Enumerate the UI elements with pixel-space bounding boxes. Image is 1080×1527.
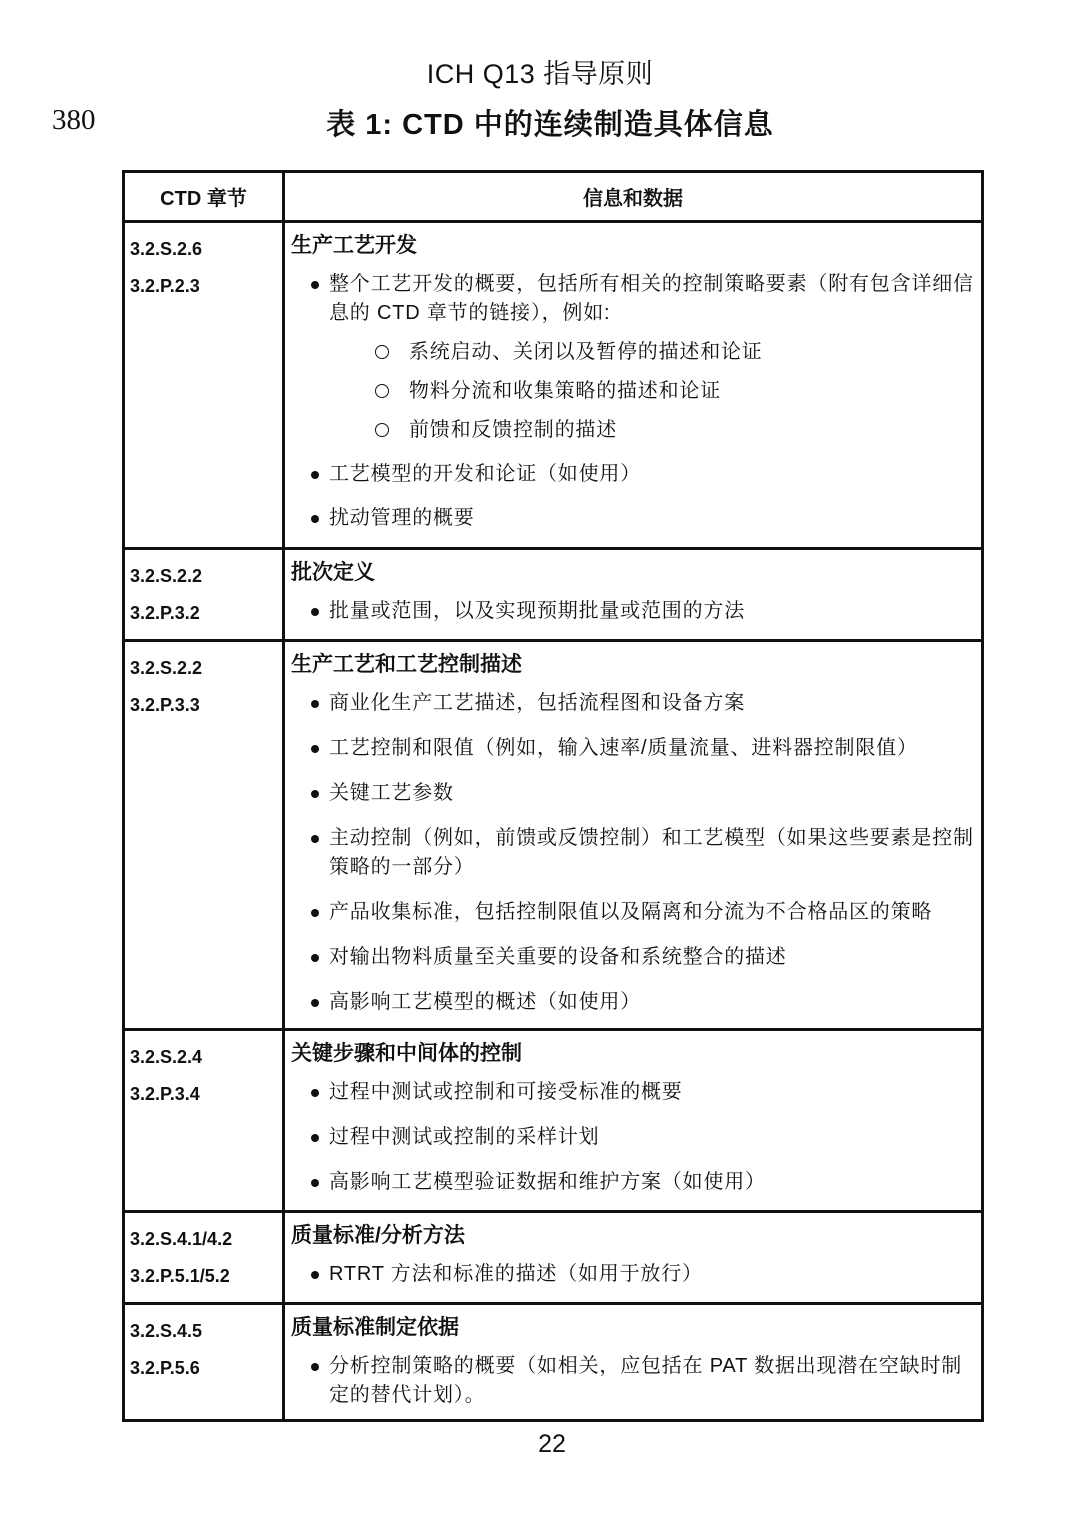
ctd-code: 3.2.S.4.5 [130, 1321, 203, 1341]
info-cell [285, 1305, 981, 1419]
list-item-text: 批量或范围，以及实现预期批量或范围的方法 [329, 600, 745, 622]
list-item [291, 504, 975, 533]
bullet-dot-icon [311, 954, 319, 962]
section-title: 生产工艺和工艺控制描述 [291, 653, 522, 676]
list-item-text: 整个工艺开发的概要，包括所有相关的控制策略要素（附有包含详细信息的 CTD 章节的链接），例如: [329, 273, 974, 324]
list-item-text: 高影响工艺模型的概述（如使用） [329, 991, 641, 1013]
bullet-dot-icon [311, 1089, 319, 1097]
section-title: 批次定义 [291, 561, 375, 584]
list-item [291, 270, 975, 328]
ctd-table [122, 170, 984, 1422]
bullet-dot-icon [311, 1363, 319, 1371]
list-item-text: 过程中测试或控制和可接受标准的概要 [329, 1081, 683, 1103]
list-item-text: RTRT 方法和标准的描述（如用于放行） [329, 1263, 703, 1285]
ctd-section-cell [125, 642, 285, 1028]
ctd-code: 3.2.S.2.2 [130, 658, 203, 678]
list-item [291, 943, 975, 972]
ctd-section-cell [125, 223, 285, 547]
list-item-text: 过程中测试或控制的采样计划 [329, 1126, 600, 1148]
ctd-code: 3.2.P.3.2 [130, 603, 200, 623]
sub-list-item-text: 前馈和反馈控制的描述 [409, 419, 617, 441]
ctd-section-cell [125, 1031, 285, 1210]
table-row [125, 1028, 981, 1210]
info-cell [285, 1031, 981, 1210]
open-circle-icon [375, 423, 389, 437]
list-item [291, 689, 975, 718]
info-cell [285, 642, 981, 1028]
bullet-dot-icon [311, 515, 319, 523]
bullet-dot-icon [311, 909, 319, 917]
ctd-code: 3.2.P.2.3 [130, 276, 200, 296]
list-item [291, 1352, 975, 1410]
column-header-ctd-section: CTD 章节 [125, 173, 285, 220]
list-item [291, 460, 975, 489]
table-row [125, 639, 981, 1028]
bullet-dot-icon [311, 1134, 319, 1142]
ctd-code: 3.2.P.3.4 [130, 1084, 200, 1104]
info-cell [285, 1213, 981, 1302]
bullet-dot-icon [311, 471, 319, 479]
list-item [291, 779, 975, 808]
open-circle-icon [375, 384, 389, 398]
bullet-dot-icon [311, 1179, 319, 1187]
open-circle-icon [375, 345, 389, 359]
sub-list-item [291, 416, 975, 445]
list-item [291, 1123, 975, 1152]
ctd-section-cell [125, 550, 285, 639]
table-row [125, 1210, 981, 1302]
table-row [125, 1302, 981, 1419]
section-title: 生产工艺开发 [291, 234, 417, 257]
list-item-text: 商业化生产工艺描述，包括流程图和设备方案 [329, 692, 745, 714]
document-header: ICH Q13 指导原则 [426, 59, 654, 89]
bullet-dot-icon [311, 999, 319, 1007]
list-item-text: 产品收集标准，包括控制限值以及隔离和分流为不合格品区的策略 [329, 901, 933, 923]
list-item [291, 1260, 975, 1289]
sub-list-item [291, 377, 975, 406]
list-item-text: 工艺控制和限值（例如，输入速率/质量流量、进料器控制限值） [329, 737, 918, 759]
sub-list-item [291, 338, 975, 367]
ctd-section-cell [125, 1213, 285, 1302]
table-title: 表 1: CTD 中的连续制造具体信息 [326, 109, 774, 141]
list-item-text: 分析控制策略的概要（如相关，应包括在 PAT 数据出现潜在空缺时制定的替代计划）。 [329, 1355, 963, 1406]
table-row [125, 220, 981, 547]
list-item-text: 扰动管理的概要 [329, 507, 475, 529]
page-number: 22 [538, 1430, 566, 1458]
table-header-row [125, 173, 981, 220]
ctd-code: 3.2.S.2.6 [130, 239, 203, 259]
list-item [291, 824, 975, 882]
bullet-dot-icon [311, 745, 319, 753]
ctd-code: 3.2.P.3.3 [130, 695, 200, 715]
ctd-code: 3.2.P.5.6 [130, 1358, 200, 1378]
list-item [291, 1078, 975, 1107]
bullet-dot-icon [311, 608, 319, 616]
info-cell [285, 223, 981, 547]
section-title: 关键步骤和中间体的控制 [291, 1042, 522, 1065]
list-item [291, 988, 975, 1017]
list-item-text: 对输出物料质量至关重要的设备和系统整合的描述 [329, 946, 787, 968]
list-item-text: 工艺模型的开发和论证（如使用） [329, 463, 641, 485]
bullet-dot-icon [311, 790, 319, 798]
bullet-dot-icon [311, 835, 319, 843]
info-cell [285, 550, 981, 639]
ctd-section-cell [125, 1305, 285, 1419]
list-item-text: 高影响工艺模型验证数据和维护方案（如使用） [329, 1171, 766, 1193]
ctd-code: 3.2.S.2.4 [130, 1047, 203, 1067]
line-number: 380 [52, 104, 96, 136]
ctd-code: 3.2.S.2.2 [130, 566, 203, 586]
ctd-code: 3.2.P.5.1/5.2 [130, 1266, 230, 1286]
section-title: 质量标准制定依据 [291, 1316, 459, 1339]
sub-list-item-text: 系统启动、关闭以及暂停的描述和论证 [409, 341, 763, 363]
bullet-dot-icon [311, 700, 319, 708]
column-header-info-data: 信息和数据 [583, 188, 683, 210]
list-item-text: 关键工艺参数 [329, 782, 454, 804]
bullet-dot-icon [311, 281, 319, 289]
list-item [291, 597, 975, 626]
list-item [291, 1168, 975, 1197]
sub-list-item-text: 物料分流和收集策略的描述和论证 [409, 380, 721, 402]
table-row [125, 547, 981, 639]
bullet-dot-icon [311, 1271, 319, 1279]
list-item [291, 898, 975, 927]
ctd-code: 3.2.S.4.1/4.2 [130, 1229, 233, 1249]
section-title: 质量标准/分析方法 [291, 1224, 465, 1247]
list-item [291, 734, 975, 763]
list-item-text: 主动控制（例如，前馈或反馈控制）和工艺模型（如果这些要素是控制策略的一部分） [329, 827, 974, 878]
